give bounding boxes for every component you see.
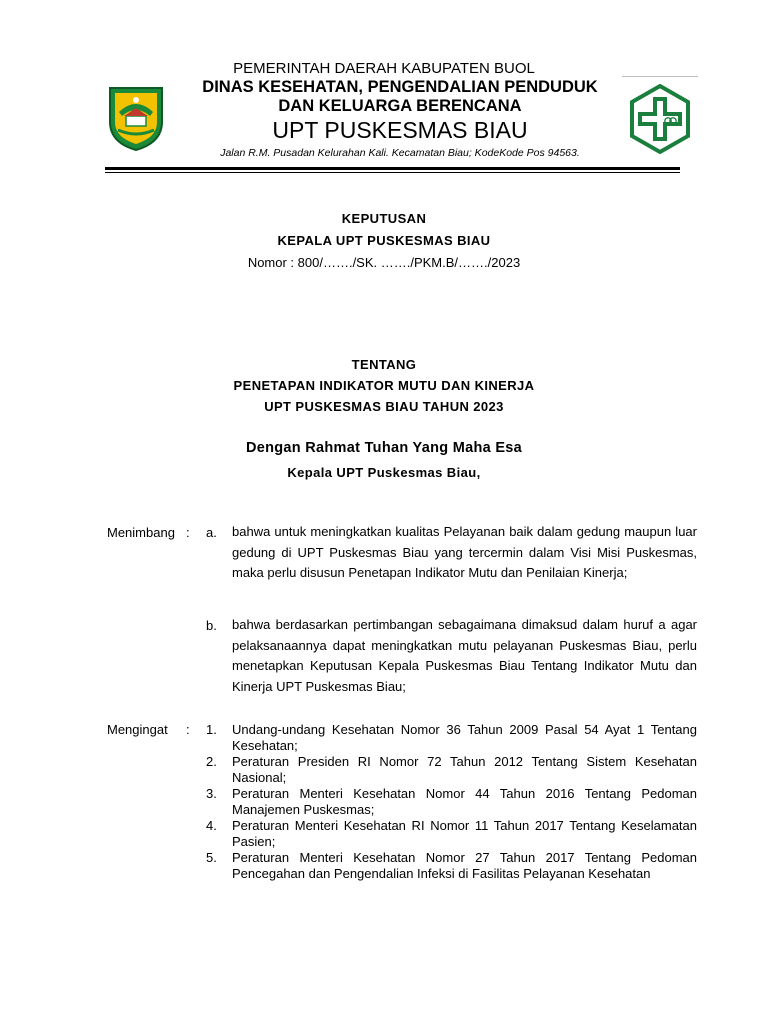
header-institution: UPT PUSKESMAS BIAU [272, 117, 528, 143]
mengingat-item-number: 1. [206, 722, 217, 737]
buol-regency-emblem-icon [104, 82, 168, 152]
menimbang-item-letter: a. [206, 525, 217, 540]
subject-line-2: UPT PUSKESMAS BIAU TAHUN 2023 [264, 399, 504, 414]
mengingat-item-text: Peraturan Presiden RI Nomor 72 Tahun 2012 Tentang Sistem Kesehatan Nasional; [232, 754, 697, 785]
mengingat-label: Mengingat [107, 722, 168, 737]
menimbang-item-text: bahwa berdasarkan pertimbangan sebagaimana dimaksud dalam huruf a agar pelaksanaannya dapat meningkatkan mutu pelayanan Puskesmas Biau, perlu menetapkan Keputusan Kepala Puskesmas Biau Tentang Indikator Mutu dan Kinerja UPT Puskesmas Biau; [232, 617, 697, 694]
about-label: TENTANG [351, 357, 417, 372]
header-address: Jalan R.M. Pusadan Kelurahan Kali. Kecamatan Biau; KodeKode Pos 94563. [220, 147, 580, 159]
mengingat-item-text: Peraturan Menteri Kesehatan Nomor 27 Tahun 2017 Tentang Pedoman Pencegahan dan Pengendalian Infeksi di Fasilitas Pelayanan Kesehatan [232, 850, 697, 881]
header-agency-cont: DAN KELUARGA BERENCANA [278, 97, 522, 115]
decision-issuer: KEPALA UPT PUSKESMAS BIAU [277, 233, 491, 248]
mengingat-item-text: Undang-undang Kesehatan Nomor 36 Tahun 2009 Pasal 54 Ayat 1 Tentang Kesehatan; [232, 722, 697, 753]
mengingat-item-text: Peraturan Menteri Kesehatan Nomor 44 Tahun 2016 Tentang Pedoman Manajemen Puskesmas; [232, 786, 697, 817]
decision-number: Nomor : 800/……./SK. ……./PKM.B/……./2023 [247, 255, 521, 270]
blessing-line: Dengan Rahmat Tuhan Yang Maha Esa [245, 440, 523, 456]
header-agency: DINAS KESEHATAN, PENGENDALIAN PENDUDUK [202, 78, 598, 96]
menimbang-label: Menimbang [107, 525, 175, 540]
authority-line: Kepala UPT Puskesmas Biau, [287, 465, 481, 480]
header-government: PEMERINTAH DAERAH KABUPATEN BUOL [233, 60, 535, 77]
header-rule-thick [105, 167, 680, 170]
mengingat-item-text: Peraturan Menteri Kesehatan RI Nomor 11 Tahun 2017 Tentang Keselamatan Pasien; [232, 818, 697, 849]
mengingat-item-number: 2. [206, 754, 217, 769]
subject-line-1: PENETAPAN INDIKATOR MUTU DAN KINERJA [233, 378, 535, 393]
puskesmas-logo-icon [628, 84, 692, 154]
header-rule-thin [105, 172, 680, 173]
mengingat-item-number: 4. [206, 818, 217, 833]
mengingat-item-number: 3. [206, 786, 217, 801]
menimbang-item-letter: b. [206, 618, 217, 633]
menimbang-colon: : [186, 525, 190, 540]
menimbang-item-text: bahwa untuk meningkatkan kualitas Pelayanan baik dalam gedung maupun luar gedung di UPT Puskesmas Biau yang tercermin dalam Visi Misi Puskesmas, maka perlu disusun Penetapan Indikator Mutu dan Penilaian Kinerja; [232, 524, 697, 580]
mengingat-colon: : [186, 722, 190, 737]
decision-title: KEPUTUSAN [341, 211, 427, 226]
mengingat-item-number: 5. [206, 850, 217, 865]
